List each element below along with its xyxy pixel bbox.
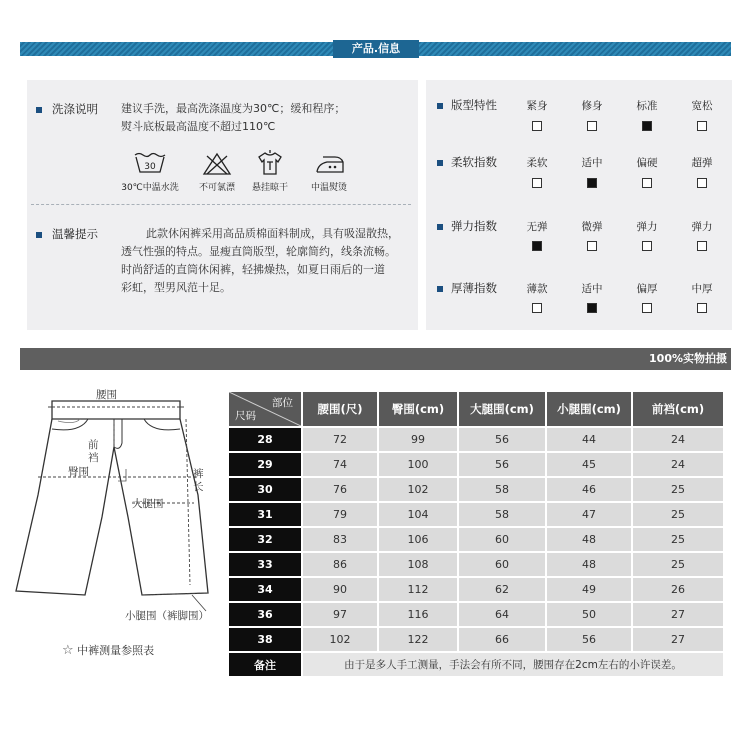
diagram-label-front-rise: 前	[88, 439, 99, 451]
option-checkbox	[532, 178, 542, 188]
attribute-option: 偏硬	[636, 157, 658, 169]
column-header: 前裆(cm)	[633, 392, 723, 426]
wash-30-icon	[133, 152, 167, 174]
size-cell: 25	[633, 503, 723, 526]
size-label: 32	[229, 528, 301, 551]
size-cell: 112	[379, 578, 457, 601]
size-cell: 64	[459, 603, 545, 626]
tips-line: 时尚舒适的直筒休闲裤，轻拂燥热，如夏日雨后的一道	[121, 263, 385, 276]
size-cell: 102	[379, 478, 457, 501]
option-checkbox	[697, 241, 707, 251]
attribute-option: 无弹	[526, 221, 548, 233]
tips-line: 透气性强的特点。显瘦直筒版型，轮廓简约，线条流畅。	[121, 245, 396, 258]
table-row	[229, 428, 723, 451]
option-checkbox	[532, 121, 542, 131]
diagram-label-hip: 臀围	[68, 466, 89, 478]
product-info-title: 产品.信息	[333, 40, 419, 58]
size-cell: 83	[303, 528, 377, 551]
hang-dry-icon	[255, 148, 285, 176]
size-cell: 45	[547, 453, 631, 476]
attribute-option: 紧身	[526, 100, 548, 112]
size-cell: 58	[459, 503, 545, 526]
size-cell: 106	[379, 528, 457, 551]
size-cell: 56	[459, 428, 545, 451]
attribute-title: 柔软指数	[451, 155, 497, 169]
size-cell: 49	[547, 578, 631, 601]
corner-top-label: 部位	[272, 397, 293, 409]
note-label: 备注	[229, 653, 301, 676]
size-cell: 76	[303, 478, 377, 501]
size-cell: 48	[547, 553, 631, 576]
diagram-caption-text: 中裤测量参照表	[77, 644, 155, 657]
photo-banner	[20, 348, 731, 370]
hang-dry-label: 悬挂晾干	[251, 183, 288, 193]
table-row	[229, 628, 723, 651]
care-panel	[27, 80, 418, 330]
size-cell: 108	[379, 553, 457, 576]
size-cell: 25	[633, 478, 723, 501]
size-cell: 26	[633, 578, 723, 601]
option-checkbox	[697, 121, 707, 131]
table-row	[229, 453, 723, 476]
diagram-label-length: 长	[193, 481, 204, 493]
attribute-option: 适中	[581, 157, 603, 169]
size-label: 36	[229, 603, 301, 626]
size-cell: 60	[459, 528, 545, 551]
table-corner	[229, 392, 301, 426]
size-cell: 56	[547, 628, 631, 651]
size-label: 29	[229, 453, 301, 476]
option-checkbox	[642, 121, 652, 131]
size-cell: 86	[303, 553, 377, 576]
tips-line: 彩虹，型男风范十足。	[121, 281, 231, 294]
iron-medium-label: 中温熨烫	[310, 183, 347, 193]
size-cell: 116	[379, 603, 457, 626]
wash-30-label: 30℃中温水洗	[121, 183, 179, 193]
corner-bottom-label: 尺码	[235, 410, 256, 422]
no-bleach-icon	[202, 152, 232, 176]
photo-banner-label: 100%实物拍摄	[649, 352, 727, 365]
attribute-option: 偏厚	[636, 283, 658, 295]
attribute-title: 厚薄指数	[451, 281, 497, 295]
bullet-icon	[437, 103, 443, 109]
size-cell: 102	[303, 628, 377, 651]
attribute-option: 弹力	[691, 221, 713, 233]
option-checkbox	[697, 178, 707, 188]
size-cell: 104	[379, 503, 457, 526]
size-label: 38	[229, 628, 301, 651]
attributes-panel	[426, 80, 732, 330]
size-cell: 62	[459, 578, 545, 601]
size-cell: 24	[633, 453, 723, 476]
bullet-icon	[36, 232, 42, 238]
iron-medium-icon	[313, 154, 347, 174]
size-cell: 100	[379, 453, 457, 476]
size-cell: 27	[633, 603, 723, 626]
diagram-label-length: 裤	[193, 468, 204, 480]
size-cell: 44	[547, 428, 631, 451]
attribute-option: 薄款	[526, 283, 548, 295]
attribute-title: 弹力指数	[451, 219, 497, 233]
size-cell: 90	[303, 578, 377, 601]
diagram-label-front-rise: 裆	[88, 452, 99, 464]
size-cell: 122	[379, 628, 457, 651]
size-cell: 97	[303, 603, 377, 626]
wash-text-line2: 熨斗底板最高温度不超过110℃	[121, 120, 276, 133]
wash-text-line1: 建议手洗，最高洗涤温度为30℃；缓和程序；	[121, 102, 346, 115]
option-checkbox	[587, 303, 597, 313]
size-cell: 56	[459, 453, 545, 476]
size-cell: 27	[633, 628, 723, 651]
option-checkbox	[697, 303, 707, 313]
diagram-caption	[62, 642, 154, 658]
size-cell: 47	[547, 503, 631, 526]
bullet-icon	[437, 286, 443, 292]
size-label: 30	[229, 478, 301, 501]
size-cell: 74	[303, 453, 377, 476]
size-cell: 66	[459, 628, 545, 651]
column-header: 小腿围(cm)	[547, 392, 631, 426]
wash-temp-number: 30	[144, 162, 156, 172]
size-cell: 48	[547, 528, 631, 551]
size-cell: 46	[547, 478, 631, 501]
attribute-option: 适中	[581, 283, 603, 295]
bullet-icon	[437, 160, 443, 166]
attribute-option: 柔软	[526, 157, 548, 169]
tips-line: 此款休闲裤采用高品质棉面料制成，具有吸湿散热，	[146, 227, 399, 240]
pants-diagram	[10, 385, 225, 625]
table-row	[229, 503, 723, 526]
diagram-label-calf: 小腿围（裤脚围）	[125, 610, 209, 622]
size-cell: 99	[379, 428, 457, 451]
star-icon: ☆	[62, 643, 74, 658]
section-divider	[31, 204, 411, 205]
size-cell: 60	[459, 553, 545, 576]
bullet-icon	[36, 107, 42, 113]
size-cell: 79	[303, 503, 377, 526]
attribute-option: 修身	[581, 100, 603, 112]
attribute-option: 弹力	[636, 221, 658, 233]
no-bleach-label: 不可氯漂	[198, 183, 235, 193]
option-checkbox	[587, 178, 597, 188]
size-table	[227, 390, 725, 678]
size-cell: 25	[633, 553, 723, 576]
size-cell: 25	[633, 528, 723, 551]
size-cell: 24	[633, 428, 723, 451]
wash-title: 洗涤说明	[52, 102, 98, 116]
attribute-title: 版型特性	[451, 98, 497, 112]
table-row	[229, 478, 723, 501]
option-checkbox	[587, 241, 597, 251]
table-row	[229, 603, 723, 626]
option-checkbox	[642, 241, 652, 251]
size-label: 34	[229, 578, 301, 601]
diagram-label-waist: 腰围	[96, 389, 117, 401]
note-text: 由于是多人手工测量，手法会有所不同，腰围存在2cm左右的小许误差。	[303, 653, 723, 676]
attribute-option: 中厚	[691, 283, 713, 295]
option-checkbox	[532, 241, 542, 251]
option-checkbox	[642, 178, 652, 188]
attribute-option: 标准	[636, 100, 658, 112]
attribute-option: 微弹	[581, 221, 603, 233]
tips-title: 温馨提示	[52, 227, 98, 241]
option-checkbox	[587, 121, 597, 131]
size-label: 33	[229, 553, 301, 576]
option-checkbox	[532, 303, 542, 313]
column-header: 臀围(cm)	[379, 392, 457, 426]
option-checkbox	[642, 303, 652, 313]
column-header: 腰围(尺)	[303, 392, 377, 426]
size-cell: 58	[459, 478, 545, 501]
size-cell: 72	[303, 428, 377, 451]
column-header: 大腿围(cm)	[459, 392, 545, 426]
size-label: 31	[229, 503, 301, 526]
table-row	[229, 528, 723, 551]
size-cell: 50	[547, 603, 631, 626]
bullet-icon	[437, 224, 443, 230]
size-label: 28	[229, 428, 301, 451]
attribute-option: 宽松	[691, 100, 713, 112]
diagram-label-thigh: 大腿围	[132, 498, 164, 510]
table-row	[229, 553, 723, 576]
attribute-option: 超弹	[691, 157, 713, 169]
table-row	[229, 578, 723, 601]
